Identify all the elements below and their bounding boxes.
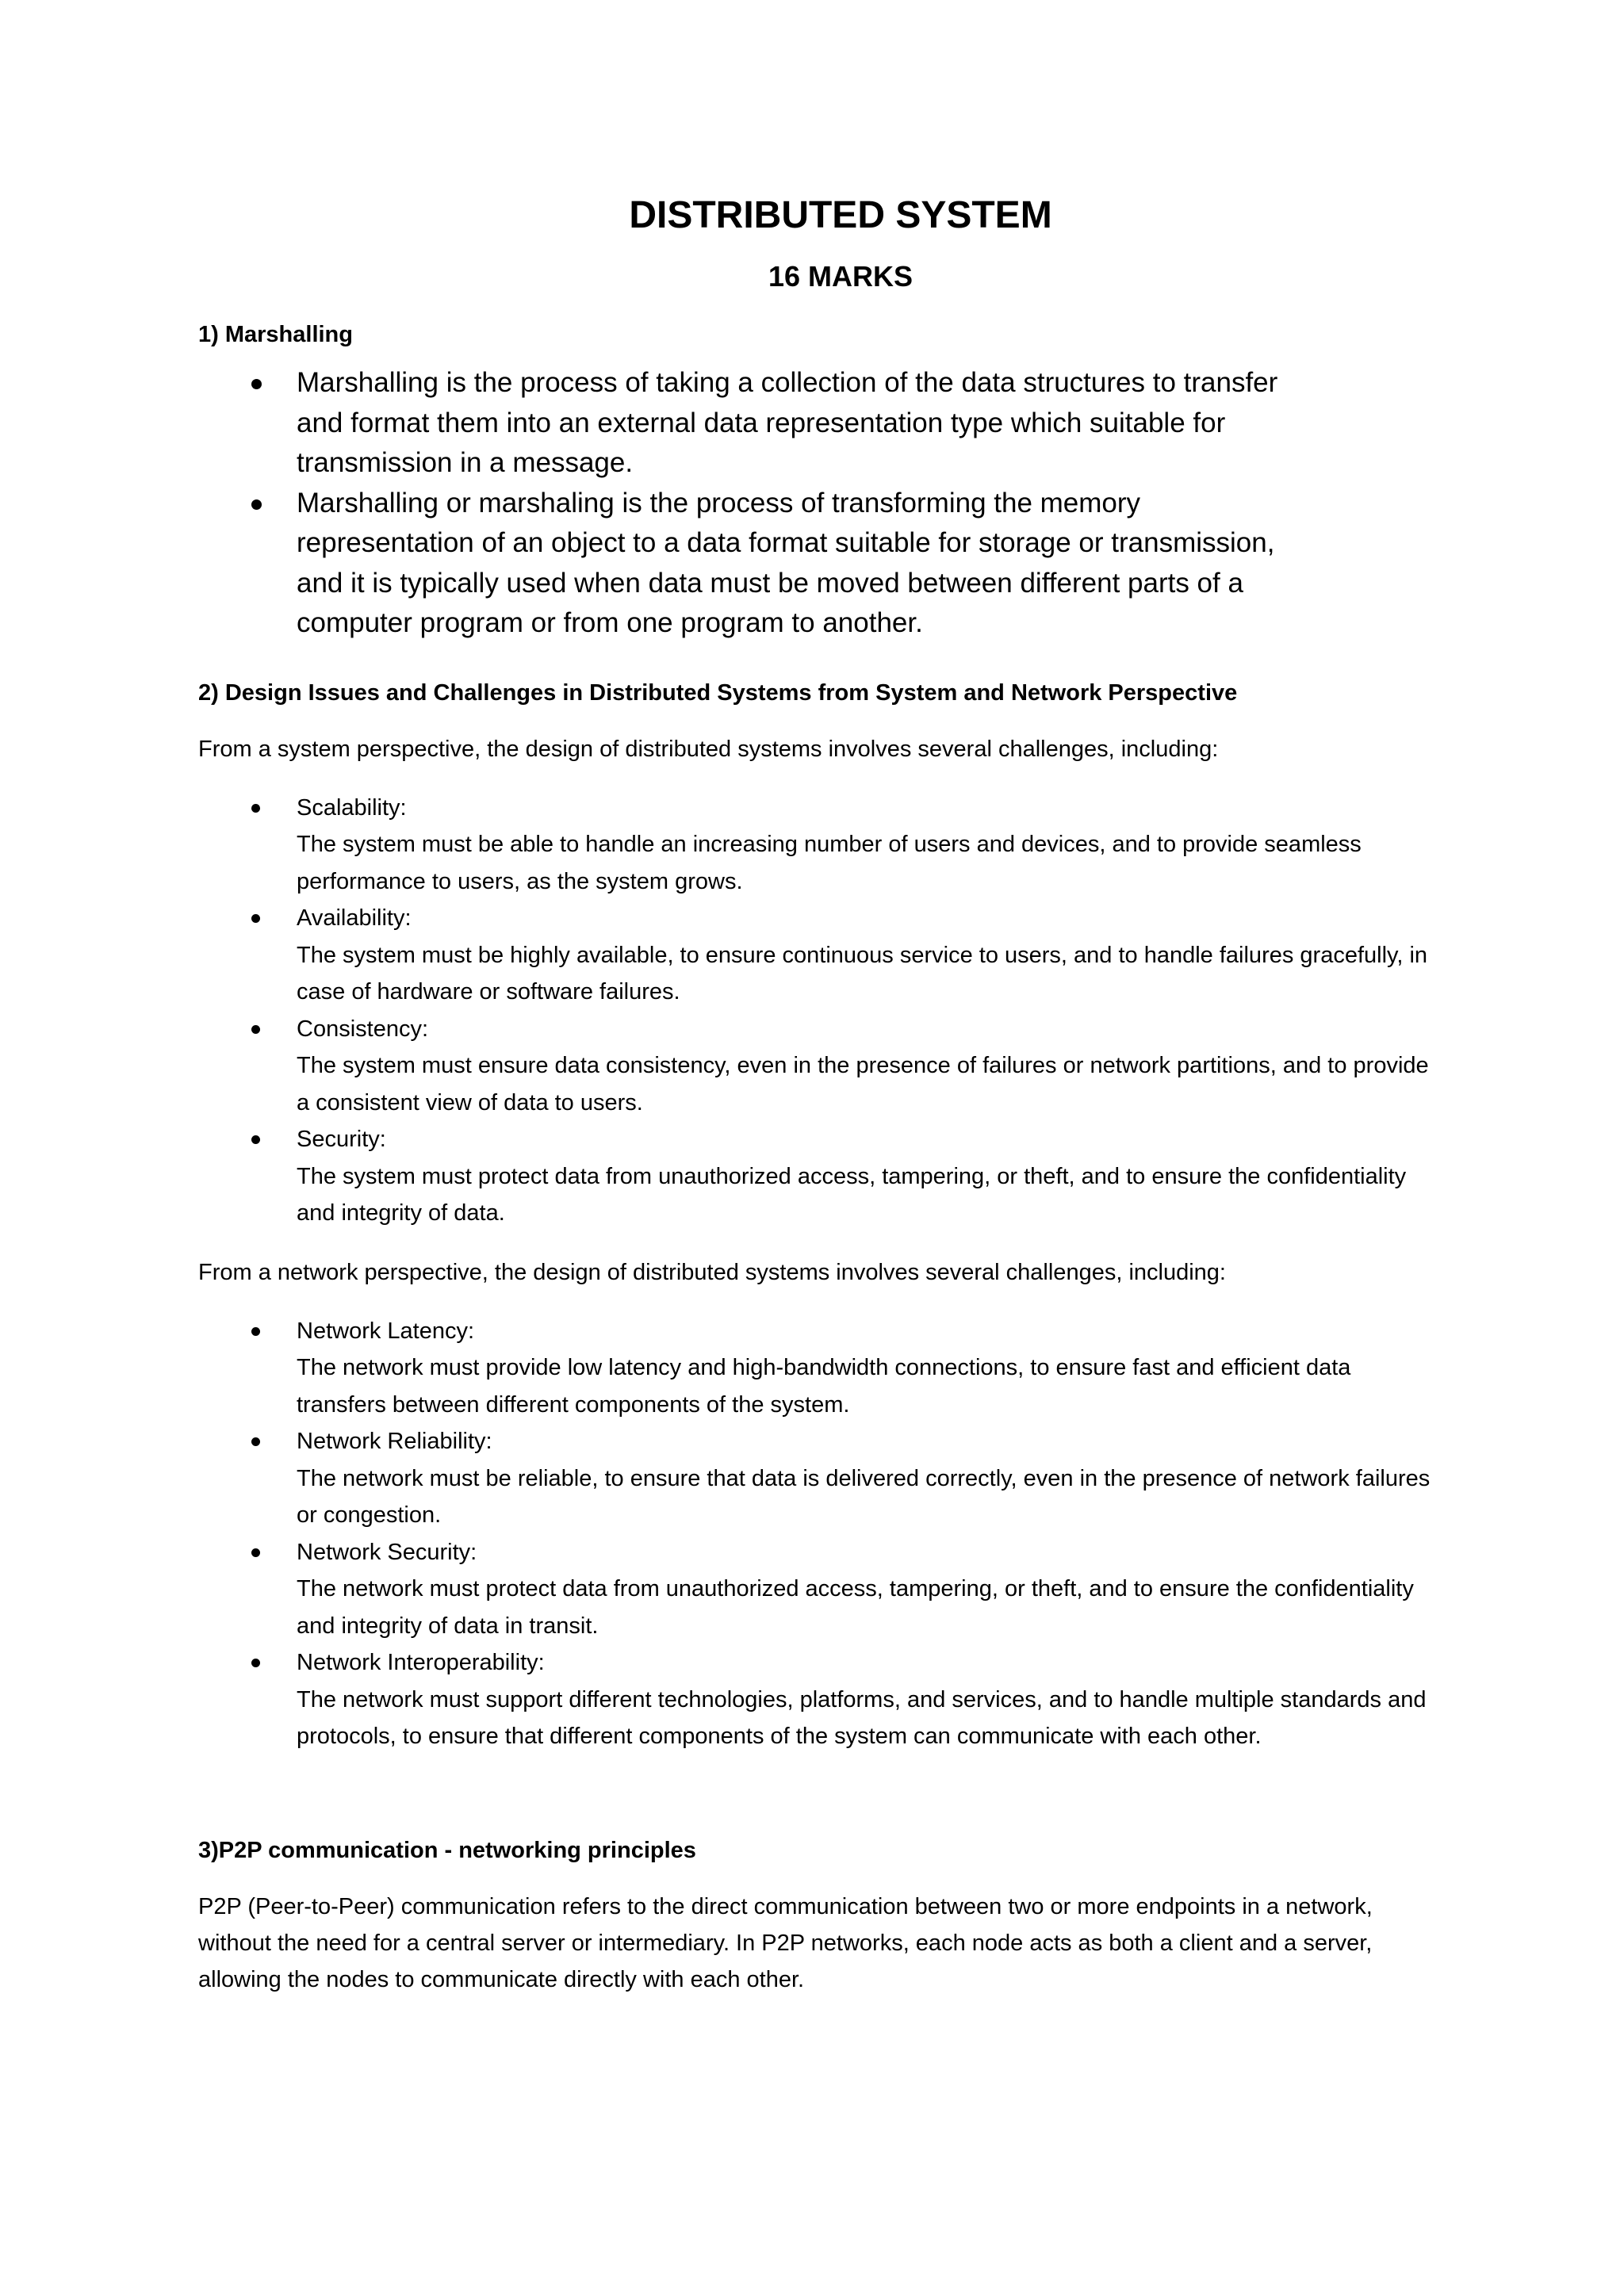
item-label: Availability: (297, 905, 412, 931)
network-challenges-list (198, 1313, 1435, 1755)
item-label: Security: (297, 1127, 386, 1152)
item-description: The network must protect data from unauthorized access, tampering, or theft, and to ensure the confidentiality and integrity of data in transit. (297, 1576, 1414, 1639)
document-title: DISTRIBUTED SYSTEM (629, 194, 1052, 236)
list-item (198, 1011, 1431, 1122)
item-label: Scalability: (297, 794, 407, 821)
section1-bullet-list (198, 363, 1435, 644)
document-content (198, 190, 1435, 1998)
list-item (198, 790, 1431, 901)
section1-bullet-text: Marshalling is the process of taking a collection of the data structures to transfer and format them into an external data representation type which suitable for transmission in a message. (297, 367, 1278, 478)
item-label: Network Reliability: (297, 1429, 492, 1454)
bullet-icon (251, 1135, 260, 1144)
section3-heading: 3)P2P communication - networking principles (198, 1837, 696, 1863)
item-label: Network Latency: (297, 1318, 475, 1344)
list-item (198, 1121, 1431, 1232)
bullet-icon (251, 1327, 260, 1336)
list-item (198, 900, 1431, 1011)
bullet-icon (251, 1025, 260, 1034)
bullet-icon (251, 499, 262, 510)
item-label: Network Interoperability: (297, 1650, 545, 1675)
list-item (198, 1644, 1431, 1755)
item-description: The system must ensure data consistency, even in the presence of failures or network partitions, and to provide a consistent view of data to users. (297, 1053, 1429, 1115)
bullet-icon (251, 379, 262, 389)
network-intro: From a network perspective, the design of distributed systems involves several challenges, including: (198, 1259, 1226, 1285)
list-item (198, 1534, 1431, 1645)
system-intro: From a system perspective, the design of distributed systems involves several challenges, including: (198, 736, 1219, 762)
list-item (198, 1423, 1431, 1534)
bullet-icon (251, 1437, 260, 1446)
item-label: Network Security: (297, 1539, 477, 1565)
bullet-icon (251, 804, 260, 813)
list-item (198, 363, 1320, 484)
section3-paragraph: P2P (Peer-to-Peer) communication refers to the direct communication between two or more endpoints in a network, without the need for a central server or intermediary. In P2P networks, each node acts as both a client and a server, allowing the nodes to communicate directly with each other. (198, 1893, 1373, 1992)
bullet-icon (251, 1548, 260, 1557)
section1-heading: 1) Marshalling (198, 322, 353, 347)
item-description: The network must provide low latency and high-bandwidth connections, to ensure fast and efficient data transfers between different components of the system. (297, 1355, 1351, 1418)
item-description: The network must support different technologies, platforms, and services, and to handle multiple standards and protocols, to ensure that different components of the system can communicate with each other. (297, 1686, 1427, 1749)
item-description: The system must be able to handle an increasing number of users and devices, and to provide seamless performance to users, as the system grows. (297, 832, 1362, 894)
bullet-icon (251, 914, 260, 923)
bullet-icon (251, 1659, 260, 1667)
item-description: The network must be reliable, to ensure that data is delivered correctly, even in the presence of network failures or congestion. (297, 1465, 1431, 1528)
list-item (198, 1313, 1431, 1424)
item-description: The system must be highly available, to ensure continuous service to users, and to handle failures gracefully, in case of hardware or software failures. (297, 942, 1428, 1004)
system-challenges-list (198, 790, 1435, 1232)
section2-heading: 2) Design Issues and Challenges in Distributed Systems from System and Network Perspective (198, 679, 1238, 706)
section1-bullet-text: Marshalling or marshaling is the process of transforming the memory representation of an object to a data format suitable for storage or transmission, and it is typically used when data must be moved between different parts of a computer program or from one program to another. (297, 487, 1275, 638)
document-subtitle: 16 MARKS (768, 260, 914, 293)
item-description: The system must protect data from unauthorized access, tampering, or theft, and to ensure the confidentiality and integrity of data. (297, 1163, 1407, 1226)
item-label: Consistency: (297, 1016, 429, 1042)
list-item (198, 484, 1320, 644)
